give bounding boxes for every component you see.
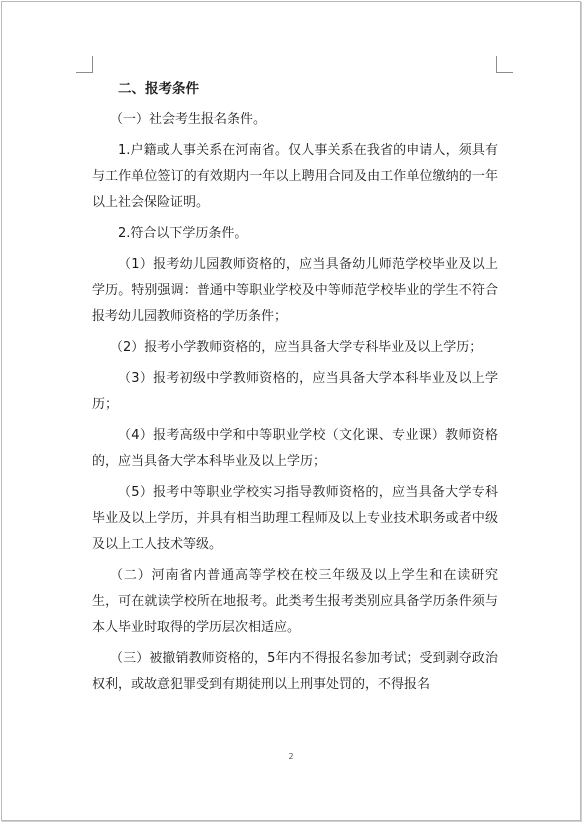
paragraph: 2.符合以下学历条件。 bbox=[118, 226, 248, 241]
margin-mark-top-right bbox=[496, 56, 513, 73]
paragraph: （4）报考高级中学和中等职业学校（文化课、专业课）教师资格的，应当具备大学本科毕业及以上学历； bbox=[92, 428, 498, 469]
document-page bbox=[1, 1, 581, 821]
paragraph: 1.户籍或人事关系在河南省。仅人事关系在我省的申请人，须具有与工作单位签订的有效期内一年以上聘用合同及由工作单位缴纳的一年以上社会保险证明。 bbox=[92, 143, 498, 210]
paragraph: （三）被撤销教师资格的，5年内不得报名参加考试；受到剥夺政治权利，或故意犯罪受到有期徒刑以上刑事处罚的，不得报名 bbox=[92, 651, 498, 692]
paragraph: （2）报考小学教师资格的，应当具备大学专科毕业及以上学历； bbox=[110, 340, 483, 355]
page-body bbox=[92, 76, 498, 703]
margin-mark-top-left bbox=[76, 56, 93, 73]
section-heading: 二、报考条件 bbox=[118, 81, 199, 97]
page-number: 2 bbox=[288, 752, 294, 761]
paragraph: （1）报考幼儿园教师资格的，应当具备幼儿师范学校毕业及以上学历。特别强调：普通中等职业学校及中等师范学校毕业的学生不符合报考幼儿园教师资格的学历条件； bbox=[92, 257, 498, 324]
paragraph: （5）报考中等职业学校实习指导教师资格的，应当具备大学专科毕业及以上学历，并具有相当助理工程师及以上专业技术职务或者中级及以上工人技术等级。 bbox=[92, 485, 498, 552]
paragraph: （二）河南省内普通高等学校在校三年级及以上学生和在读研究生，可在就读学校所在地报考。此类考生报考类别应具备学历条件须与本人毕业时取得的学历层次相适应。 bbox=[92, 568, 498, 635]
paragraph: （一）社会考生报名条件。 bbox=[110, 112, 267, 127]
paragraph: （3）报考初级中学教师资格的，应当具备大学本科毕业及以上学历； bbox=[92, 371, 498, 412]
